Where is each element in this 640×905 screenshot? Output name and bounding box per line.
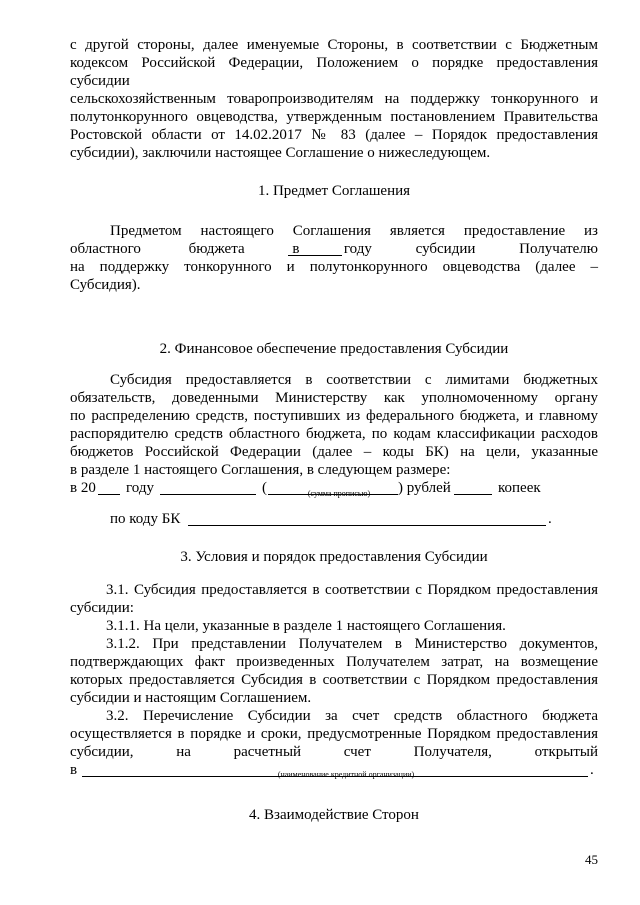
s1-line-3: на поддержку тонкорунного и полутонкорунного овцеводства (далее – — [70, 259, 598, 275]
intro-line-4: сельскохозяйственным товаропроизводителям на поддержку тонкорунного и — [70, 91, 598, 107]
s3-p2-line-1: 3.2. Перечисление Субсидии за счет средств областного бюджета — [106, 708, 598, 724]
page-number: 45 — [585, 852, 598, 867]
section-1-heading: 1. Предмет Соглашения — [257, 183, 411, 199]
s2-line-6: в разделе 1 настоящего Соглашения, в следующем размере: — [70, 462, 451, 478]
kopecks-blank — [454, 481, 492, 495]
kopecks-word: копеек — [498, 480, 541, 496]
s3-p12-line-2: подтверждающих факт произведенных Получателем затрат, на возмещение — [70, 654, 598, 670]
s3-p1-line-1: 3.1. Субсидия предоставляется в соответствии с Порядком предоставления — [106, 582, 598, 598]
s3-p2-line-3: субсидии, на расчетный счет Получателя, открытый — [70, 744, 598, 760]
year-suffix-blank — [98, 481, 120, 495]
intro-line-5: полутонкорунного овцеводства, утвержденным постановлением Правительства — [70, 109, 598, 125]
year-blank — [288, 242, 342, 256]
s3-p1-line-2: субсидии: — [70, 600, 134, 616]
s2-line-2: обязательств, доведенными Министерству как уполномоченному органу — [70, 390, 598, 406]
section-3-body — [70, 581, 598, 779]
bank-caption: (наименование кредитной организации) — [277, 770, 415, 779]
s1-line-2-end: году субсидии Получателю — [343, 241, 598, 257]
bk-label: по коду БК — [110, 511, 181, 527]
rubles-word: ) рублей — [398, 480, 451, 496]
year-prefix: в 20 — [70, 480, 96, 496]
s2-line-3: по распределению средств, поступивших из федерального бюджета, и главному — [70, 408, 598, 424]
s3-p12-line-1: 3.1.2. При представлении Получателем в Министерство документов, — [106, 636, 598, 652]
intro-line-3: субсидии — [70, 73, 130, 89]
intro-line-6: Ростовской области от 14.02.2017 № 83 (далее – Порядок предоставления — [70, 127, 598, 143]
intro-line-1: с другой стороны, далее именуемые Стороны, в соответствии с Бюджетным — [70, 37, 598, 53]
intro-line-2: кодексом Российской Федерации, Положением о порядке предоставления — [70, 55, 598, 71]
s1-line-4: Субсидия). — [70, 277, 141, 293]
s1-line-2 — [70, 240, 598, 258]
bk-line — [70, 510, 598, 528]
s3-p11: 3.1.1. На цели, указанные в разделе 1 настоящего Соглашения. — [106, 618, 506, 634]
paren-open: ( — [262, 480, 267, 496]
bk-code-blank — [188, 512, 546, 526]
bk-end: . — [548, 511, 552, 527]
section-2-body — [70, 371, 598, 497]
bank-end: . — [590, 762, 594, 778]
section-4-heading: 4. Взаимодействие Сторон — [249, 807, 419, 823]
s2-line-4: распорядителю средств областного бюджета, по кодам классификации расходов — [70, 426, 598, 442]
section-1-body — [70, 222, 598, 294]
intro-paragraph — [70, 36, 598, 162]
intro-line-7: субсидии), заключили настоящее Соглашение о нижеследующем. — [70, 145, 491, 161]
s3-p12-line-4: субсидии и настоящим Соглашением. — [70, 690, 312, 706]
bank-prefix: в — [70, 762, 78, 778]
section-3-heading: 3. Условия и порядок предоставления Субсидии — [180, 549, 488, 565]
s1-line-1: Предметом настоящего Соглашения является предоставление из — [110, 223, 598, 239]
year-word: году — [126, 480, 154, 496]
s1-line-2-start: областного бюджета в — [70, 241, 300, 257]
s3-p12-line-3: которых предоставляется Субсидия в соответствии с Порядком предоставления — [70, 672, 598, 688]
amount-number-blank — [160, 481, 256, 495]
s3-p2-line-2: осуществляется в порядке и сроки, предусмотренные Порядком предоставления — [70, 726, 598, 742]
s2-line-5: бюджетов Российской Федерации (далее – коды БК) на цели, указанные — [70, 444, 598, 460]
s2-line-1: Субсидия предоставляется в соответствии с лимитами бюджетных — [110, 372, 598, 388]
section-2-heading: 2. Финансовое обеспечение предоставления Субсидии — [159, 341, 509, 357]
sum-in-words-caption: (сумма прописью) — [307, 489, 371, 498]
